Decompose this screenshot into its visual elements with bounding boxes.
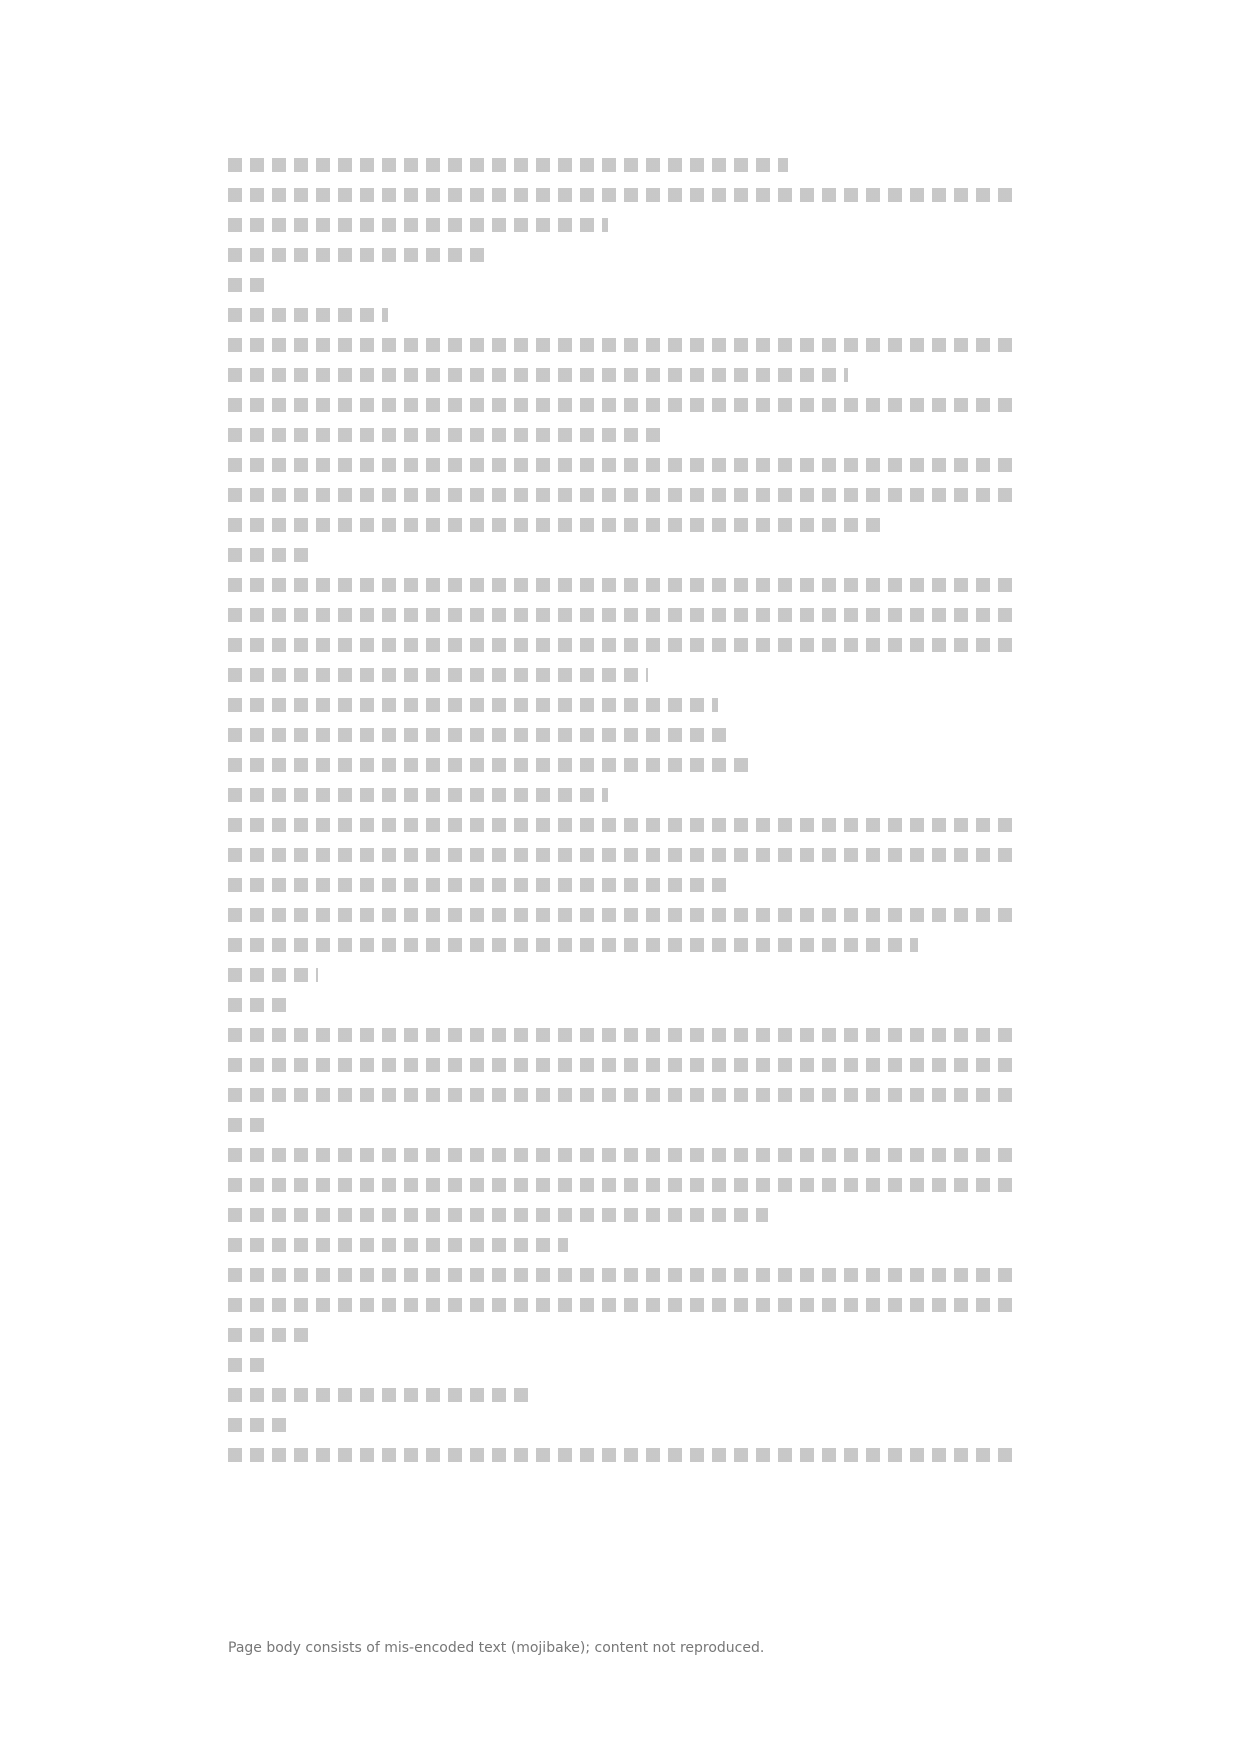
text-line [228,510,888,540]
text-line [228,960,318,990]
text-line [228,930,918,960]
text-line [228,1380,528,1410]
text-line [228,330,1018,360]
text-line [228,1320,308,1350]
text-line [228,840,1018,870]
text-line [228,1080,1018,1110]
text-line [228,1140,1018,1170]
text-line [228,360,848,390]
text-line [228,540,308,570]
text-line [228,210,608,240]
text-line [228,570,1018,600]
text-line [228,240,488,270]
text-line [228,180,1018,210]
encoding-note: Page body consists of mis-encoded text (mojibake); content not reproduced. [228,1640,765,1656]
text-line [228,870,728,900]
text-line [228,690,718,720]
text-line [228,780,608,810]
text-line [228,630,1018,660]
text-line [228,450,1018,480]
text-line [228,1200,768,1230]
text-line [228,420,668,450]
text-line [228,480,1018,510]
text-line [228,390,1018,420]
text-line [228,300,388,330]
text-line [228,900,1018,930]
text-line [228,270,268,300]
text-line [228,1110,268,1140]
text-line [228,1350,268,1380]
text-line [228,1410,288,1440]
text-line [228,660,648,690]
text-line [228,1050,1018,1080]
text-line [228,1260,1018,1290]
text-line [228,720,728,750]
text-line [228,1230,568,1260]
text-line [228,990,288,1020]
text-line [228,600,1018,630]
text-line [228,750,748,780]
text-line [228,810,1018,840]
text-line [228,1440,1018,1470]
text-line [228,1170,1018,1200]
text-line [228,1290,1018,1320]
text-line [228,1020,1018,1050]
text-line [228,150,788,180]
